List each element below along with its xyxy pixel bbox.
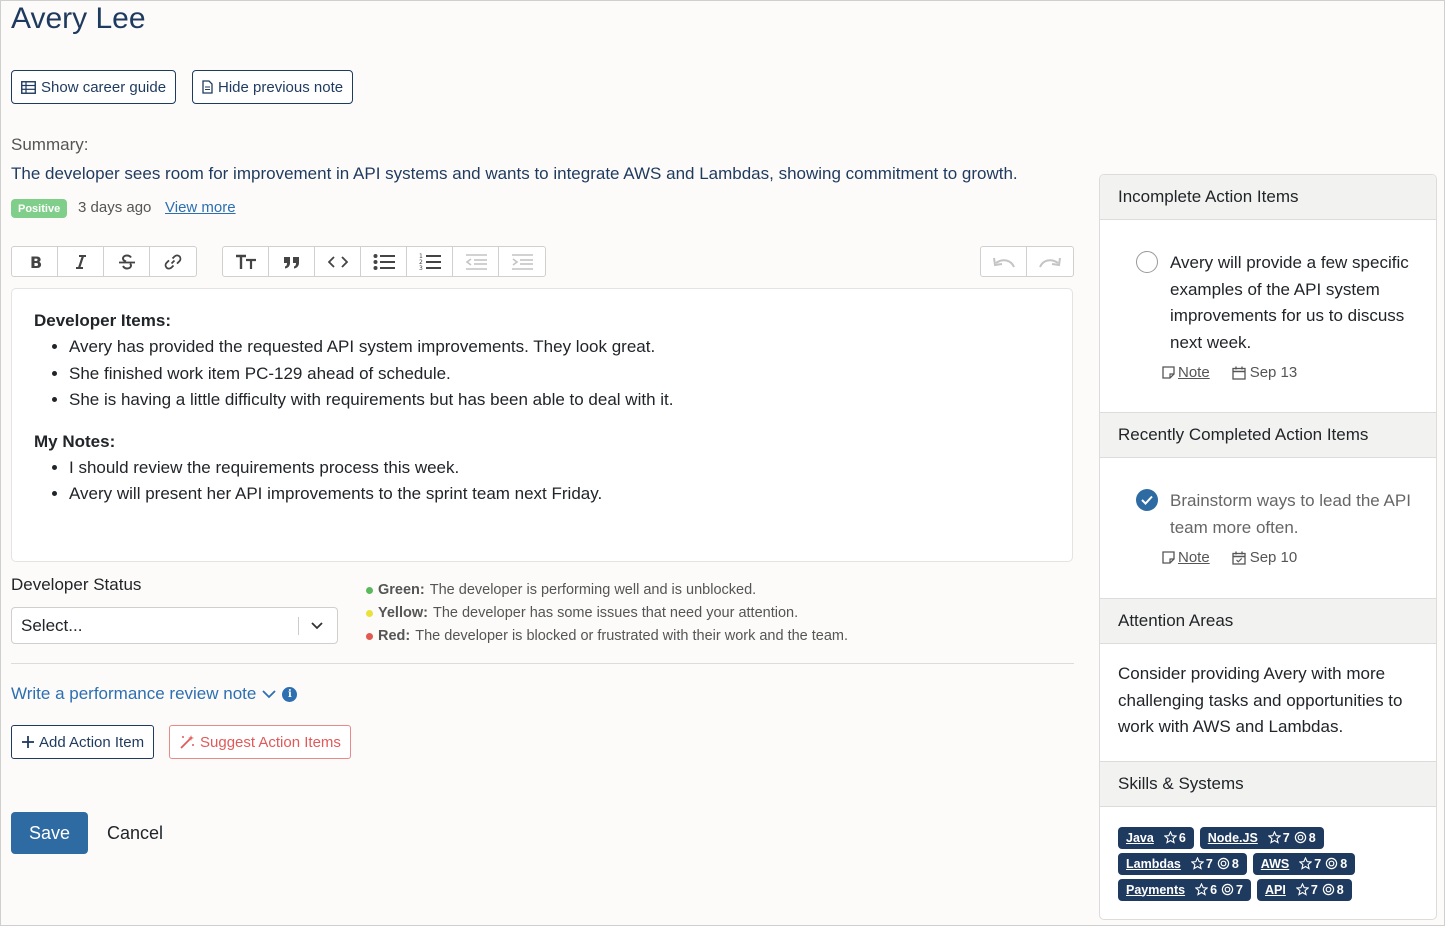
skill-target xyxy=(1294,831,1316,845)
undo-icon xyxy=(992,255,1016,269)
skill-stars: 7 xyxy=(1310,882,1318,897)
yellow-dot-icon xyxy=(366,610,373,617)
developer-items-heading: Developer Items: xyxy=(34,311,171,330)
checkmark-icon xyxy=(1141,495,1153,505)
target-icon xyxy=(1322,883,1335,896)
skill-badge xyxy=(1118,879,1251,901)
incomplete-section xyxy=(1100,220,1436,413)
bullet-list-button[interactable] xyxy=(361,247,407,276)
target-icon xyxy=(1294,831,1307,844)
red-dot-icon xyxy=(366,633,373,640)
skill-rating xyxy=(1191,857,1213,871)
skill-rating xyxy=(1296,883,1318,897)
bold-button[interactable] xyxy=(12,247,58,276)
skill-stars: 7 xyxy=(1205,856,1213,871)
summary-timestamp: 3 days ago xyxy=(78,199,152,216)
code-button[interactable] xyxy=(315,247,361,276)
star-icon xyxy=(1195,883,1208,896)
note-icon xyxy=(1162,366,1175,379)
summary-text: The developer sees room for improvement in API systems and wants to integrate AWS and Lambdas, showing commitment to growth. xyxy=(11,164,1018,183)
legend-green-name: Green: xyxy=(378,582,425,598)
hide-previous-note-button[interactable] xyxy=(192,70,353,104)
skill-target-value: 8 xyxy=(1336,882,1344,897)
legend-yellow xyxy=(366,602,848,625)
star-icon xyxy=(1164,831,1177,844)
skill-rating xyxy=(1195,883,1217,897)
list-item: • She finished work item PC-129 ahead of schedule. xyxy=(69,361,1050,388)
svg-text:3: 3 xyxy=(418,264,423,271)
text-size-icon xyxy=(235,254,257,270)
note-link[interactable] xyxy=(1162,364,1210,381)
legend-yellow-text: The developer has some issues that need your attention. xyxy=(432,605,799,621)
attention-header: Attention Areas xyxy=(1100,599,1436,644)
divider xyxy=(11,663,1074,664)
developer-items-list xyxy=(34,334,1050,414)
skill-target-value: 8 xyxy=(1308,830,1316,845)
legend-green-text: The developer is performing well and is unblocked. xyxy=(429,582,757,598)
skill-badge xyxy=(1257,879,1352,901)
link-icon xyxy=(164,253,182,271)
show-career-guide-label: Show career guide xyxy=(41,78,167,96)
skill-rating xyxy=(1164,831,1186,845)
svg-text:1: 1 xyxy=(418,252,423,260)
action-item xyxy=(1100,250,1436,356)
undo-button[interactable] xyxy=(981,247,1027,276)
target-icon xyxy=(1221,883,1234,896)
summary-label: Summary: xyxy=(11,135,89,154)
skill-stars: 7 xyxy=(1282,830,1290,845)
incomplete-header: Incomplete Action Items xyxy=(1100,175,1436,220)
action-item-meta xyxy=(1100,364,1436,381)
skill-stars: 7 xyxy=(1314,856,1322,871)
skill-target xyxy=(1322,883,1344,897)
action-item-meta xyxy=(1100,549,1436,566)
note-label: Note xyxy=(1178,364,1210,381)
legend-red xyxy=(366,625,848,648)
page-title: Avery Lee xyxy=(11,2,146,35)
list-item: • Avery will present her API improvements to the sprint team next Friday. xyxy=(69,481,1050,508)
legend-yellow-name: Yellow: xyxy=(378,605,428,621)
completed-date xyxy=(1232,549,1298,566)
suggest-action-items-label: Suggest Action Items xyxy=(200,733,341,751)
skill-rating xyxy=(1268,831,1290,845)
action-item xyxy=(1100,488,1436,541)
skill-target xyxy=(1217,857,1239,871)
list-item: • I should review the requirements process this week. xyxy=(69,455,1050,482)
cancel-button[interactable]: Cancel xyxy=(107,823,164,843)
numbered-list-icon xyxy=(419,253,441,271)
skill-stars: 6 xyxy=(1178,830,1186,845)
redo-icon xyxy=(1038,255,1062,269)
list-item: • Avery has provided the requested API system improvements. They look great. xyxy=(69,334,1050,361)
write-review-note-label: Write a performance review note xyxy=(11,684,257,703)
hide-previous-note-label: Hide previous note xyxy=(218,78,344,96)
incomplete-checkbox[interactable] xyxy=(1136,251,1158,273)
chevron-down-icon xyxy=(262,689,276,699)
quote-button[interactable] xyxy=(269,247,315,276)
star-icon xyxy=(1296,883,1309,896)
italic-button[interactable] xyxy=(58,247,104,276)
chevron-down-icon[interactable] xyxy=(310,618,324,634)
skill-target-value: 8 xyxy=(1340,856,1348,871)
skill-badge xyxy=(1200,827,1324,849)
due-date-label: Sep 13 xyxy=(1249,364,1298,381)
legend-red-name: Red: xyxy=(378,628,411,644)
skill-badge xyxy=(1118,853,1247,875)
note-link[interactable] xyxy=(1162,549,1210,566)
strikethrough-button[interactable] xyxy=(104,247,150,276)
svg-text:B: B xyxy=(29,253,42,270)
developer-status-select[interactable] xyxy=(11,607,338,644)
calendar-check-icon xyxy=(1232,551,1246,565)
skill-name[interactable]: Lambdas xyxy=(1126,856,1181,871)
skill-target-value: 7 xyxy=(1236,882,1243,897)
redo-button[interactable] xyxy=(1027,247,1073,276)
skill-badge xyxy=(1253,853,1355,875)
star-icon xyxy=(1191,857,1204,870)
my-notes-list xyxy=(34,455,1050,508)
info-icon[interactable]: i xyxy=(282,687,297,702)
star-icon xyxy=(1299,857,1312,870)
bold-icon xyxy=(27,254,43,270)
magic-wand-icon xyxy=(179,734,195,750)
note-icon xyxy=(1162,551,1175,564)
history-toolbar xyxy=(980,246,1074,277)
view-more-link[interactable]: View more xyxy=(165,199,236,216)
action-item-text: Brainstorm ways to lead the API team more often. xyxy=(1170,491,1411,537)
green-dot-icon xyxy=(366,587,373,594)
attention-text: Consider providing Avery with more challenging tasks and opportunities to work with AWS and Lambdas. xyxy=(1100,644,1436,762)
my-notes-heading: My Notes: xyxy=(34,431,116,451)
skill-stars: 6 xyxy=(1210,882,1218,897)
action-item-text: Avery will provide a few specific examples of the API system improvements for us to discuss next week. xyxy=(1170,253,1409,352)
skill-name[interactable]: Node.JS xyxy=(1207,830,1258,845)
skill-name[interactable]: Payments xyxy=(1126,882,1186,897)
indent-button[interactable] xyxy=(499,247,545,276)
block-toolbar xyxy=(222,246,546,277)
strikethrough-icon xyxy=(118,254,136,270)
suggest-action-items-button[interactable] xyxy=(169,725,351,759)
quote-icon xyxy=(283,255,301,269)
completed-section xyxy=(1100,458,1436,599)
completed-header: Recently Completed Action Items xyxy=(1100,413,1436,458)
numbered-list-button[interactable] xyxy=(407,247,453,276)
status-legend xyxy=(366,579,848,648)
add-action-item-label: Add Action Item xyxy=(39,733,145,751)
heading-button[interactable] xyxy=(223,247,269,276)
calendar-icon xyxy=(1232,366,1246,380)
link-button[interactable] xyxy=(150,247,196,276)
italic-icon xyxy=(73,254,89,270)
bullet-list-icon xyxy=(373,253,395,271)
target-icon xyxy=(1217,857,1230,870)
skill-target xyxy=(1325,857,1347,871)
outdent-button[interactable] xyxy=(453,247,499,276)
skill-name[interactable]: API xyxy=(1264,882,1286,897)
skills-header: Skills & Systems xyxy=(1100,762,1436,807)
skill-target xyxy=(1221,883,1243,897)
svg-text:2: 2 xyxy=(418,258,423,266)
target-icon xyxy=(1325,857,1338,870)
indent-icon xyxy=(511,253,533,271)
legend-green xyxy=(366,579,848,602)
code-icon xyxy=(328,255,348,269)
note-label: Note xyxy=(1178,549,1210,566)
list-item: • She is having a little difficulty with requirements but has been able to deal with it. xyxy=(69,387,1050,414)
skill-rating xyxy=(1299,857,1321,871)
legend-red-text: The developer is blocked or frustrated with their work and the team. xyxy=(415,628,849,644)
skill-badge xyxy=(1118,827,1194,849)
note-editor[interactable] xyxy=(11,288,1073,562)
side-panel xyxy=(1099,174,1437,920)
star-icon xyxy=(1268,831,1281,844)
write-review-note-toggle[interactable] xyxy=(11,684,297,704)
skill-name[interactable]: Java xyxy=(1126,830,1154,845)
select-placeholder: Select... xyxy=(21,615,83,635)
format-toolbar xyxy=(11,246,197,277)
skills-list xyxy=(1100,807,1400,921)
table-icon xyxy=(21,81,36,94)
completed-date-label: Sep 10 xyxy=(1249,549,1298,566)
developer-status-label: Developer Status xyxy=(11,575,142,594)
sentiment-badge: Positive xyxy=(11,199,67,218)
skill-name[interactable]: AWS xyxy=(1260,856,1290,871)
save-button[interactable]: Save xyxy=(11,812,88,854)
select-separator xyxy=(298,617,299,635)
document-icon xyxy=(202,80,213,94)
add-action-item-button[interactable] xyxy=(11,725,154,759)
show-career-guide-button[interactable] xyxy=(11,70,176,104)
outdent-icon xyxy=(465,253,487,271)
due-date xyxy=(1232,364,1298,381)
skill-target-value: 8 xyxy=(1231,856,1239,871)
plus-icon xyxy=(21,735,35,749)
completed-checkbox[interactable] xyxy=(1136,489,1158,511)
